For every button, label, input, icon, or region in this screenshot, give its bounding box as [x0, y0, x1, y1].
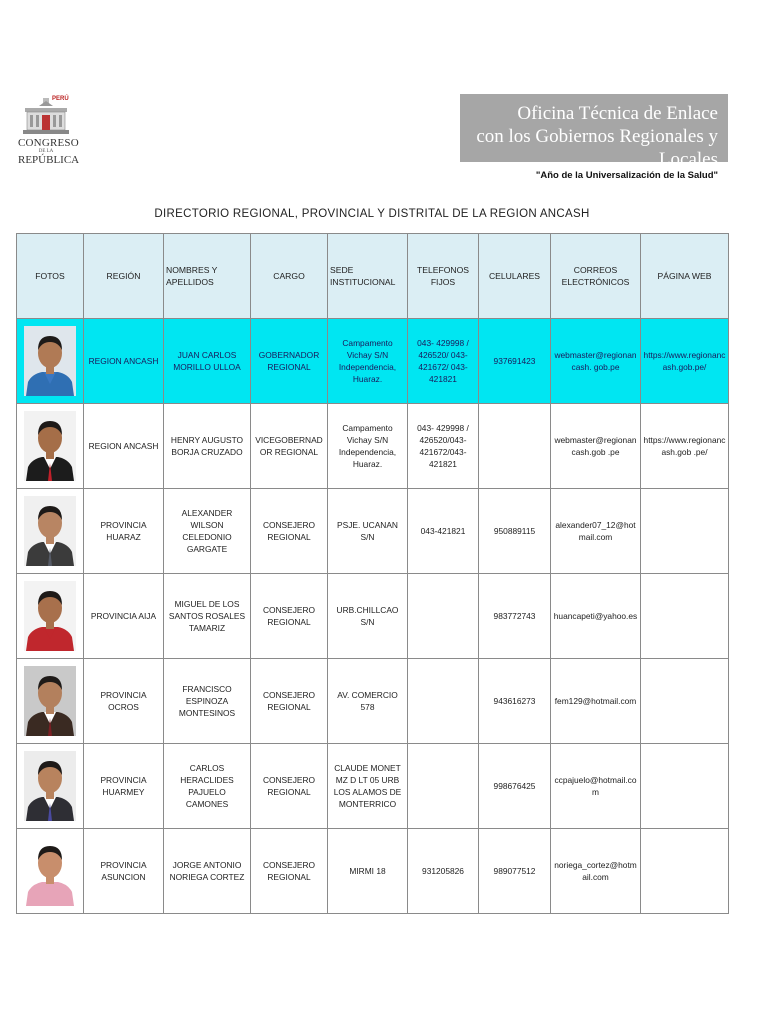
banner-line2: con los Gobiernos Regionales y Locales [476, 126, 718, 170]
person-photo [24, 326, 76, 396]
row-cargo: VICEGOBERNADOR REGIONAL [251, 404, 328, 489]
row-name: ALEXANDER WILSON CELEDONIO GARGATE [164, 489, 251, 574]
row-web: https://www.regionancash.gob.pe/ [641, 319, 729, 404]
table-row [17, 319, 729, 404]
col-web: PÁGINA WEB [641, 234, 729, 319]
row-telefono-fijo [408, 574, 479, 659]
row-photo-cell [17, 574, 84, 659]
row-name: JORGE ANTONIO NORIEGA CORTEZ [164, 829, 251, 914]
person-photo [24, 751, 76, 821]
row-celular: 989077512 [479, 829, 551, 914]
row-region: PROVINCIA OCROS [84, 659, 164, 744]
col-telefonos: TELEFONOS FIJOS [408, 234, 479, 319]
directory-table [16, 233, 729, 914]
row-region: PROVINCIA HUARAZ [84, 489, 164, 574]
table-row [17, 489, 729, 574]
row-name: FRANCISCO ESPINOZA MONTESINOS [164, 659, 251, 744]
row-cargo: CONSEJERO REGIONAL [251, 659, 328, 744]
row-sede: CLAUDE MONET MZ D LT 05 URB LOS ALAMOS DE MONTERRICO [328, 744, 408, 829]
row-email: noriega_cortez@hotmail.com [551, 829, 641, 914]
col-sede: SEDE INSTITUCIONAL [328, 234, 408, 319]
row-region: REGION ANCASH [84, 319, 164, 404]
congreso-logo [18, 96, 80, 186]
person-photo [24, 496, 76, 566]
row-telefono-fijo: 043- 429998 / 426520/ 043-421672/ 043-421821 [408, 319, 479, 404]
congress-building-icon [21, 96, 71, 136]
row-sede: URB.CHILLCAO S/N [328, 574, 408, 659]
row-web [641, 659, 729, 744]
row-telefono-fijo: 043- 429998 / 426520/043-421672/043-421821 [408, 404, 479, 489]
row-sede: Campamento Vichay S/N Independencia, Huaraz. [328, 319, 408, 404]
row-telefono-fijo: 043-421821 [408, 489, 479, 574]
row-cargo: CONSEJERO REGIONAL [251, 489, 328, 574]
table-row [17, 404, 729, 489]
logo-peru-text: PERÚ [52, 96, 69, 102]
table-row [17, 659, 729, 744]
person-photo [24, 411, 76, 481]
row-region: REGION ANCASH [84, 404, 164, 489]
row-name: MIGUEL DE LOS SANTOS ROSALES TAMARIZ [164, 574, 251, 659]
row-web [641, 744, 729, 829]
row-email: ccpajuelo@hotmail.com [551, 744, 641, 829]
col-cargo: CARGO [251, 234, 328, 319]
row-name: HENRY AUGUSTO BORJA CRUZADO [164, 404, 251, 489]
row-celular: 983772743 [479, 574, 551, 659]
row-region: PROVINCIA ASUNCION [84, 829, 164, 914]
logo-line1: CONGRESO [18, 137, 79, 149]
person-photo [24, 666, 76, 736]
row-photo-cell [17, 744, 84, 829]
row-email: fem129@hotmail.com [551, 659, 641, 744]
row-web [641, 574, 729, 659]
row-sede: MIRMI 18 [328, 829, 408, 914]
table-header-row [17, 234, 729, 319]
col-nombres: NOMBRES Y APELLIDOS [164, 234, 251, 319]
row-region: PROVINCIA AIJA [84, 574, 164, 659]
row-celular [479, 404, 551, 489]
banner-line1: Oficina Técnica de Enlace [517, 103, 718, 124]
table-row [17, 744, 729, 829]
page-title: DIRECTORIO REGIONAL, PROVINCIAL Y DISTRITAL DE LA REGION ANCASH [154, 208, 590, 220]
row-cargo: CONSEJERO REGIONAL [251, 829, 328, 914]
row-telefono-fijo: 931205826 [408, 829, 479, 914]
row-email: webmaster@regionancash. gob.pe [551, 319, 641, 404]
row-photo-cell [17, 404, 84, 489]
row-sede: Campamento Vichay S/N Independencia, Huaraz. [328, 404, 408, 489]
row-celular: 943616273 [479, 659, 551, 744]
person-photo [24, 581, 76, 651]
table-row [17, 829, 729, 914]
row-email: alexander07_12@hotmail.com [551, 489, 641, 574]
row-sede: AV. COMERCIO 578 [328, 659, 408, 744]
row-web [641, 489, 729, 574]
col-region: REGIÓN [84, 234, 164, 319]
row-telefono-fijo [408, 659, 479, 744]
row-sede: PSJE. UCANAN S/N [328, 489, 408, 574]
row-celular: 998676425 [479, 744, 551, 829]
row-email: huancapeti@yahoo.es [551, 574, 641, 659]
row-web: https://www.regionancash.gob .pe/ [641, 404, 729, 489]
row-cargo: GOBERNADOR REGIONAL [251, 319, 328, 404]
row-celular: 937691423 [479, 319, 551, 404]
office-banner [460, 94, 728, 170]
row-photo-cell [17, 489, 84, 574]
row-telefono-fijo [408, 744, 479, 829]
logo-line3: REPÚBLICA [18, 154, 80, 166]
person-photo [24, 836, 76, 906]
col-celulares: CELULARES [479, 234, 551, 319]
row-cargo: CONSEJERO REGIONAL [251, 744, 328, 829]
year-motto: "Año de la Universalización de la Salud" [535, 170, 718, 181]
row-cargo: CONSEJERO REGIONAL [251, 574, 328, 659]
table-row [17, 574, 729, 659]
row-photo-cell [17, 319, 84, 404]
col-fotos: FOTOS [17, 234, 84, 319]
row-photo-cell [17, 829, 84, 914]
logo-line2: DE LA [38, 149, 54, 154]
row-web [641, 829, 729, 914]
col-correos: CORREOS ELECTRÓNICOS [551, 234, 641, 319]
row-celular: 950889115 [479, 489, 551, 574]
row-photo-cell [17, 659, 84, 744]
row-email: webmaster@regionancash.gob .pe [551, 404, 641, 489]
row-name: CARLOS HERACLIDES PAJUELO CAMONES [164, 744, 251, 829]
row-name: JUAN CARLOS MORILLO ULLOA [164, 319, 251, 404]
row-region: PROVINCIA HUARMEY [84, 744, 164, 829]
